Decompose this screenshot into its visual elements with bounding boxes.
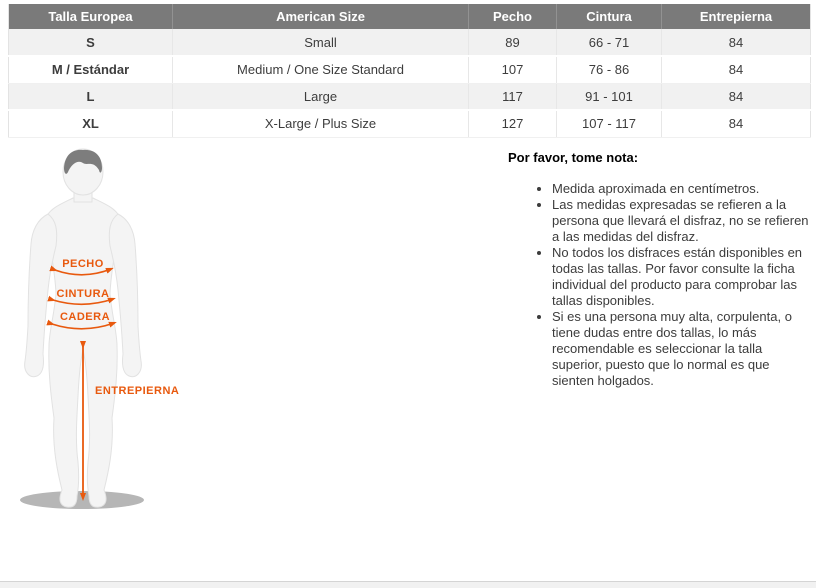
chest-label: PECHO <box>62 258 104 270</box>
cell-inseam: 84 <box>662 110 811 137</box>
cell-us-size: Large <box>173 83 469 110</box>
note-item: • Medida aproximada en centímetros. <box>552 181 814 197</box>
cell-us-size: Small <box>173 29 469 56</box>
notes-section <box>508 150 814 389</box>
cell-chest: 89 <box>469 29 557 56</box>
table-row <box>9 56 811 83</box>
cell-eu-size: S <box>9 29 173 56</box>
cell-us-size: Medium / One Size Standard <box>173 56 469 83</box>
waist-label: CINTURA <box>56 288 110 300</box>
table-row <box>9 83 811 110</box>
cell-inseam: 84 <box>662 29 811 56</box>
note-item: • Las medidas expresadas se refieren a la persona que llevará el disfraz, no se refieren a las medidas del disfraz. <box>552 197 814 245</box>
table-header-row <box>9 4 811 29</box>
col-header-eu-size: Talla Europea <box>9 4 173 29</box>
table-row <box>9 29 811 56</box>
cell-eu-size: XL <box>9 110 173 137</box>
cell-chest: 117 <box>469 83 557 110</box>
hip-label: CADERA <box>59 311 111 323</box>
inseam-label: ENTREPIERNA <box>95 385 180 397</box>
cell-waist: 76 - 86 <box>557 56 662 83</box>
notes-list <box>508 181 814 389</box>
measurement-figure <box>15 148 205 513</box>
cell-chest: 107 <box>469 56 557 83</box>
col-header-waist: Cintura <box>557 4 662 29</box>
cell-inseam: 84 <box>662 56 811 83</box>
cell-waist: 107 - 117 <box>557 110 662 137</box>
cell-chest: 127 <box>469 110 557 137</box>
cell-waist: 91 - 101 <box>557 83 662 110</box>
note-item: • Si es una persona muy alta, corpulenta, o tiene dudas entre dos tallas, lo más recomendable es seleccionar la talla superior, puesto que lo normal es que sienten holgados. <box>552 309 814 389</box>
col-header-us-size: American Size <box>173 4 469 29</box>
cell-inseam: 84 <box>662 83 811 110</box>
body-silhouette-icon <box>15 148 205 513</box>
cell-eu-size: L <box>9 83 173 110</box>
floor-shadow <box>20 491 144 509</box>
cell-waist: 66 - 71 <box>557 29 662 56</box>
col-header-inseam: Entrepierna <box>662 4 811 29</box>
size-chart-table <box>8 4 811 138</box>
table-row <box>9 110 811 137</box>
cell-eu-size: M / Estándar <box>9 56 173 83</box>
horizontal-scrollbar[interactable] <box>0 581 816 588</box>
col-header-chest: Pecho <box>469 4 557 29</box>
notes-heading: Por favor, tome nota: <box>508 150 639 165</box>
cell-us-size: X-Large / Plus Size <box>173 110 469 137</box>
note-item: • No todos los disfraces están disponibles en todas las tallas. Por favor consulte la ficha individual del producto para comprobar las tallas disponibles. <box>552 245 814 309</box>
